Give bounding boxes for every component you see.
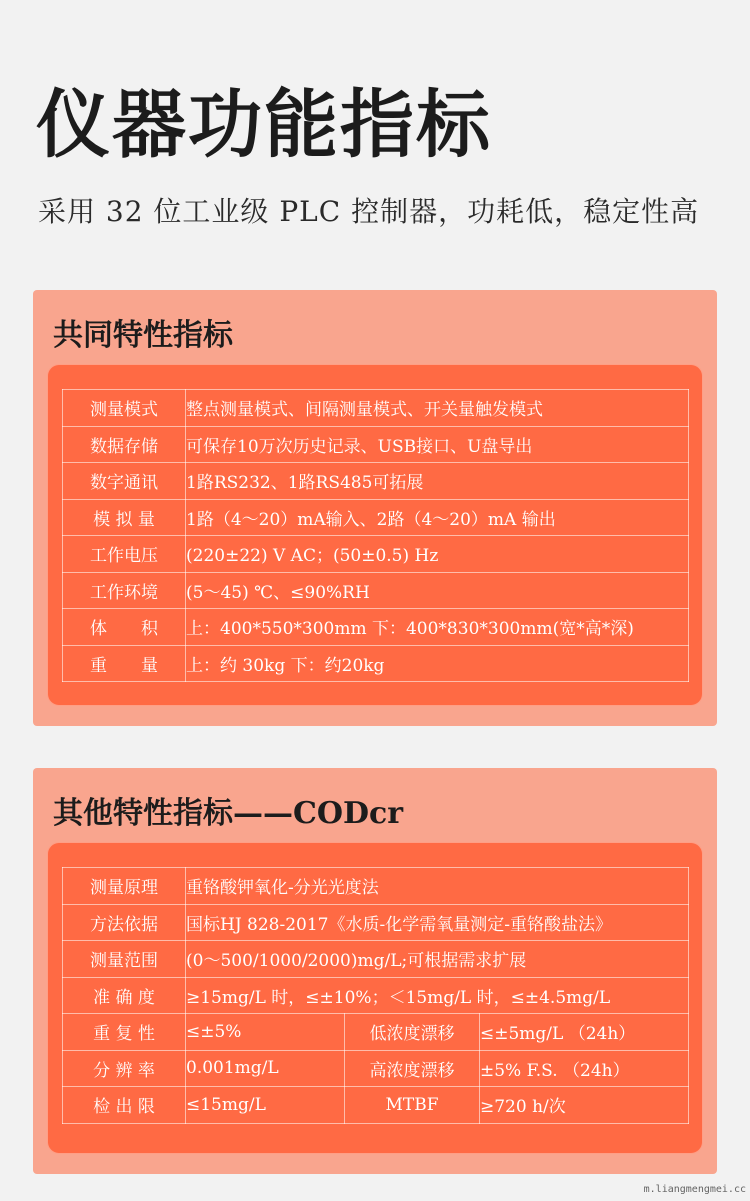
table-row — [63, 536, 689, 573]
spec-label-secondary: 高浓度漂移 — [345, 1050, 480, 1087]
spec-value: (220±22) V AC；(50±0.5) Hz — [186, 536, 689, 573]
spec-label: 方法依据 — [63, 904, 186, 941]
spec-value: 上：400*550*300mm 下：400*830*300mm(宽*高*深) — [186, 609, 689, 646]
spec-value: 1路RS232、1路RS485可拓展 — [186, 463, 689, 500]
table-row — [63, 572, 689, 609]
common-specs-title: 共同特性指标 — [53, 318, 233, 353]
common-specs-table — [62, 389, 689, 682]
table-row — [63, 977, 689, 1014]
spec-label: 检 出 限 — [63, 1087, 186, 1124]
spec-label: 工作环境 — [63, 572, 186, 609]
spec-label: 模 拟 量 — [63, 499, 186, 536]
spec-value-secondary: ≤±5mg/L （24h） — [480, 1014, 689, 1051]
spec-label: 测量原理 — [63, 868, 186, 905]
table-row — [63, 941, 689, 978]
watermark: m.liangmengmei.cc — [643, 1184, 746, 1195]
table-row — [63, 1050, 689, 1087]
spec-value: 上：约 30kg 下：约20kg — [186, 645, 689, 682]
table-row — [63, 463, 689, 500]
table-row — [63, 426, 689, 463]
table-row — [63, 609, 689, 646]
page-title: 仪器功能指标 — [36, 82, 492, 168]
spec-value: 国标HJ 828-2017《水质-化学需氧量测定-重铬酸盐法》 — [186, 904, 689, 941]
spec-label: 测量范围 — [63, 941, 186, 978]
spec-value: (5～45) ℃、≤90%RH — [186, 572, 689, 609]
table-row — [63, 1014, 689, 1051]
codcr-specs-card — [33, 768, 717, 1174]
spec-label: 测量模式 — [63, 390, 186, 427]
codcr-specs-table — [62, 867, 689, 1124]
spec-label: 工作电压 — [63, 536, 186, 573]
codcr-specs-panel — [47, 842, 703, 1154]
spec-value: ≥15mg/L 时，≤±10%；＜15mg/L 时，≤±4.5mg/L — [186, 977, 689, 1014]
table-row — [63, 1087, 689, 1124]
spec-label-secondary: 低浓度漂移 — [345, 1014, 480, 1051]
spec-label: 重 量 — [63, 645, 186, 682]
spec-label: 数字通讯 — [63, 463, 186, 500]
table-row — [63, 645, 689, 682]
table-row — [63, 499, 689, 536]
spec-value: ≤±5% — [186, 1014, 345, 1051]
spec-value: 整点测量模式、间隔测量模式、开关量触发模式 — [186, 390, 689, 427]
spec-value-secondary: ≥720 h/次 — [480, 1087, 689, 1124]
common-specs-panel — [47, 364, 703, 706]
table-row — [63, 868, 689, 905]
spec-label: 分 辨 率 — [63, 1050, 186, 1087]
spec-value: 重铬酸钾氧化-分光光度法 — [186, 868, 689, 905]
spec-label: 准 确 度 — [63, 977, 186, 1014]
codcr-specs-title: 其他特性指标——CODcr — [53, 796, 404, 831]
spec-value: 1路（4～20）mA输入、2路（4～20）mA 输出 — [186, 499, 689, 536]
spec-label: 体 积 — [63, 609, 186, 646]
spec-label-secondary: MTBF — [345, 1087, 480, 1124]
common-specs-card — [33, 290, 717, 726]
spec-label: 重 复 性 — [63, 1014, 186, 1051]
spec-value: 0.001mg/L — [186, 1050, 345, 1087]
page-subtitle: 采用 32 位工业级 PLC 控制器，功耗低，稳定性高 — [38, 195, 700, 228]
spec-value-secondary: ±5% F.S. （24h） — [480, 1050, 689, 1087]
table-row — [63, 390, 689, 427]
spec-value: 可保存10万次历史记录、USB接口、U盘导出 — [186, 426, 689, 463]
spec-value: (0～500/1000/2000)mg/L;可根据需求扩展 — [186, 941, 689, 978]
spec-value: ≤15mg/L — [186, 1087, 345, 1124]
spec-label: 数据存储 — [63, 426, 186, 463]
table-row — [63, 904, 689, 941]
